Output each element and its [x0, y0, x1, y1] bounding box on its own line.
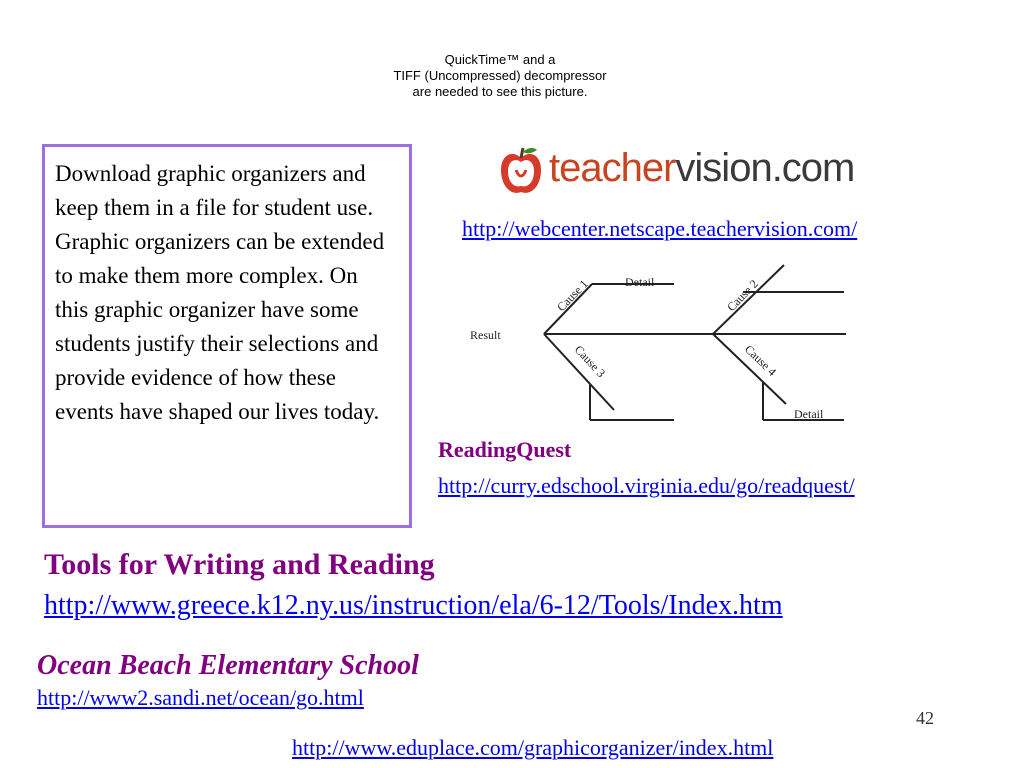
diagram-cause-4: Cause 4 [741, 342, 780, 379]
teachervision-link[interactable]: http://webcenter.netscape.teachervision.com/ [462, 216, 858, 241]
readingquest-link[interactable]: http://curry.edschool.virginia.edu/go/readquest/ [438, 473, 855, 498]
quicktime-line-2: TIFF (Uncompressed) decompressor [393, 68, 607, 83]
quicktime-placeholder [300, 52, 700, 100]
ocean-beach-link[interactable]: http://www2.sandi.net/ocean/go.html [37, 685, 364, 710]
diagram-detail-top: Detail [625, 275, 655, 289]
apple-icon [497, 144, 545, 200]
diagram-cause-1: Cause 1 [554, 276, 591, 315]
description-paragraph-2: Graphic organizers can be extended to make them more complex. On this graphic organizer have some students justify their selections and provide evidence of how these events have shaped our lives today. [55, 229, 385, 424]
diagram-result-label: Result [470, 328, 501, 342]
fishbone-diagram [468, 262, 848, 432]
tools-link[interactable]: http://www.greece.k12.ny.us/instruction/ela/6-12/Tools/Index.htm [44, 590, 783, 621]
readingquest-title: ReadingQuest [438, 437, 572, 462]
description-paragraph-1: Download graphic organizers and keep them in a file for student use. [55, 161, 374, 220]
diagram-cause-3: Cause 3 [571, 342, 609, 381]
ocean-beach-title: Ocean Beach Elementary School [37, 650, 419, 681]
logo-wordmark [549, 146, 854, 191]
tools-title: Tools for Writing and Reading [44, 548, 435, 581]
quicktime-line-1: QuickTime™ and a [444, 52, 556, 67]
page-number: 42 [916, 708, 934, 728]
description-textbox [42, 144, 412, 528]
logo-text-teacher: teacher [549, 146, 676, 190]
logo-text-vision: vision.com [675, 146, 855, 190]
quicktime-line-3: are needed to see this picture. [412, 84, 588, 99]
diagram-detail-bottom: Detail [794, 407, 824, 421]
eduplace-link[interactable]: http://www.eduplace.com/graphicorganizer/index.html [292, 735, 774, 760]
diagram-cause-2: Cause 2 [724, 276, 761, 315]
